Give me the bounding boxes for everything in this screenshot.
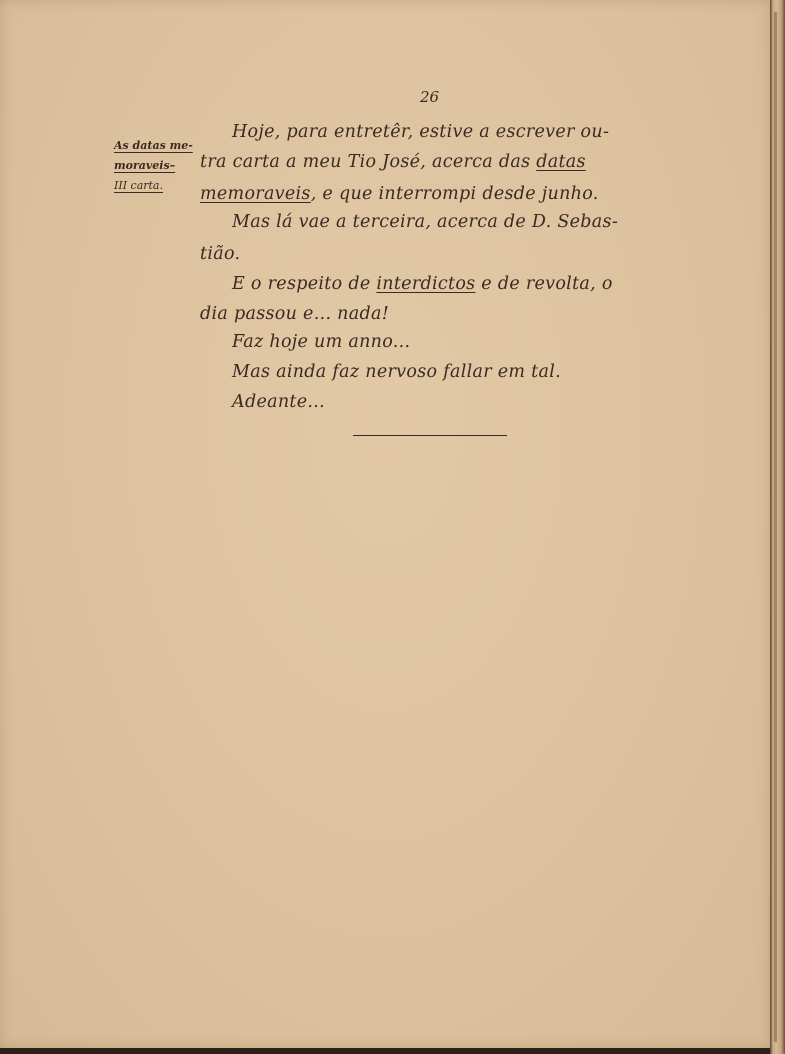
text-line-1: Hoje, para entretêr, estive a escrever ou-	[232, 122, 610, 142]
page-edge	[770, 0, 785, 1054]
page-number: 26	[420, 88, 440, 106]
text-line-8: Faz hoje um anno...	[232, 332, 411, 352]
text-line-5: tião.	[200, 244, 241, 264]
text-line-7: dia passou e... nada!	[200, 304, 390, 324]
closing-rule	[353, 435, 507, 436]
margin-note-line-3: III carta.	[114, 179, 163, 192]
margin-note-line-2: moraveis–	[114, 159, 176, 172]
text-line-2: tra carta a meu Tio José, acerca das datas	[200, 152, 586, 172]
spine-shadow	[774, 12, 777, 1042]
underlined-word: datas	[536, 152, 586, 172]
text-line-6: E o respeito de interdictos e de revolta, o	[232, 274, 613, 294]
margin-note-line-1: As datas me-	[114, 139, 193, 152]
text-line-4: Mas lá vae a terceira, acerca de D. Sebas-	[232, 212, 619, 232]
text-line-10: Adeante...	[232, 392, 325, 412]
underlined-word: interdictos	[376, 274, 476, 294]
underlined-word: memoraveis	[200, 184, 311, 204]
text-line-3: memoraveis, e que interrompi desde junho.	[200, 184, 599, 204]
text-line-9: Mas ainda faz nervoso fallar em tal.	[232, 362, 561, 382]
